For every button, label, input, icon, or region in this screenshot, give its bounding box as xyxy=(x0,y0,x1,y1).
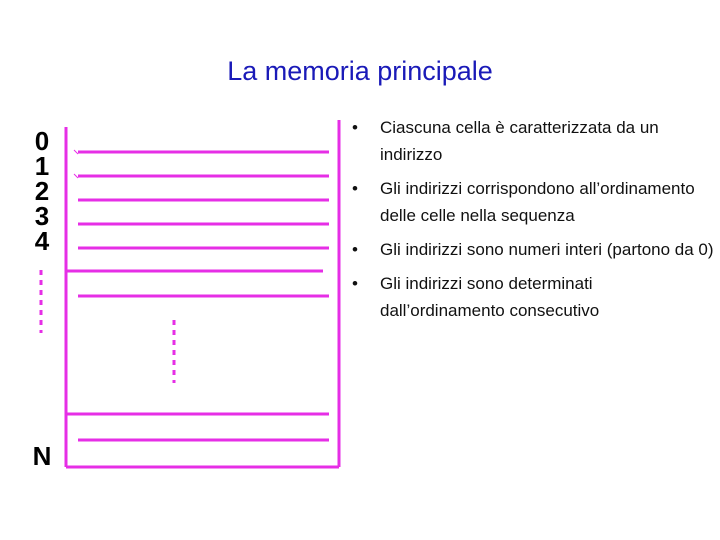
bullet-text: Gli indirizzi sono numeri interi (partono da 0) xyxy=(380,240,714,259)
bullet-icon: • xyxy=(352,240,358,259)
slide-title: La memoria principale xyxy=(227,56,493,86)
bullet-text: Ciascuna cella è caratterizzata da un indirizzo xyxy=(380,118,659,164)
cell-index-1: 1 xyxy=(34,151,50,181)
memory-tick xyxy=(74,150,78,154)
bullet-text: Gli indirizzi sono determinati dall’ordinamento consecutivo xyxy=(380,274,600,320)
cell-index-3: 3 xyxy=(34,201,50,231)
bullet-text: Gli indirizzi corrispondono all’ordinamento delle celle nella sequenza xyxy=(380,179,695,225)
bullet-list xyxy=(352,114,716,331)
cell-index-2: 2 xyxy=(34,176,50,206)
cell-index-0: 0 xyxy=(34,126,50,156)
bullet-icon: • xyxy=(352,274,358,293)
bullet-item xyxy=(352,114,716,168)
cell-index-4: 4 xyxy=(34,226,50,256)
bullet-icon: • xyxy=(352,179,358,198)
bullet-item xyxy=(352,270,716,324)
bullet-item xyxy=(352,236,716,263)
memory-tick xyxy=(74,174,78,178)
cell-index-n: N xyxy=(32,441,52,471)
bullet-icon: • xyxy=(352,118,358,137)
bullet-item xyxy=(352,175,716,229)
